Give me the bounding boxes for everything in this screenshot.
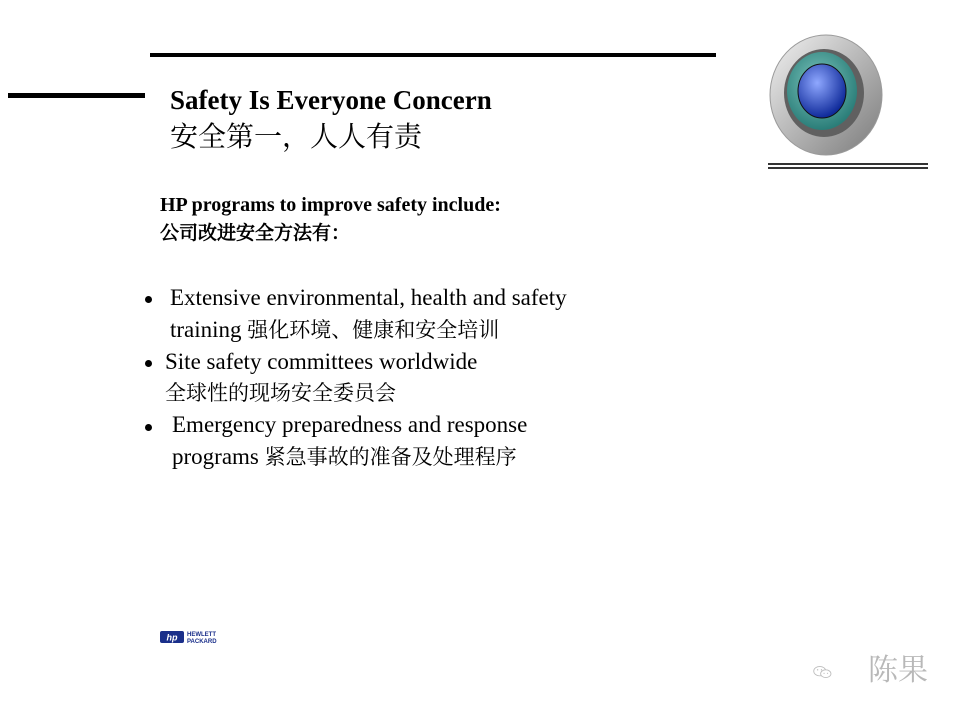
- watermark-text: 陈果: [868, 653, 928, 688]
- intro-text-chinese: 公司改进安全方法有：: [160, 222, 351, 244]
- hp-logo-line-2: PACKARD: [187, 638, 217, 644]
- logo-underline-second: [768, 167, 928, 169]
- bullet-dot-icon: [145, 296, 152, 303]
- bullet-1-line-1: Extensive environmental, health and safety: [170, 285, 567, 310]
- bullet-1-line-2: [170, 315, 499, 345]
- slide-title: Safety Is Everyone Concern: [170, 85, 492, 115]
- intro-text: HP programs to improve safety include:: [160, 194, 501, 216]
- hp-logo-line-1: HEWLETT: [187, 632, 216, 639]
- hp-logo-icon: [160, 630, 246, 644]
- bullet-2-line-2-cn: 全球性的现场安全委员会: [165, 381, 396, 405]
- bullet-3-line-2-en: programs: [172, 444, 265, 469]
- logo-underline: [768, 163, 928, 165]
- bullet-3-line-2-cn: 紧急事故的准备及处理程序: [264, 445, 517, 469]
- bullet-dot-icon: [145, 360, 152, 367]
- bullet-3-line-2: [172, 442, 517, 472]
- bullet-2-line-1: Site safety committees worldwide: [165, 349, 478, 374]
- bullet-2-line-2: [165, 378, 396, 408]
- bullet-dot-icon: [145, 424, 152, 431]
- top-rule: [150, 53, 716, 57]
- bullet-1-line-2-en: training: [170, 317, 248, 342]
- disc-logo-icon: [768, 30, 888, 160]
- svg-text:hp: hp: [166, 632, 178, 643]
- bullet-1-line-2-cn: 强化环境、健康和安全培训: [247, 318, 500, 342]
- left-rule: [8, 93, 145, 98]
- slide-title-chinese: 安全第一，人人有责: [170, 120, 423, 153]
- wechat-bubble-icon: [812, 652, 868, 692]
- bullet-3-line-1: Emergency preparedness and response: [172, 412, 528, 437]
